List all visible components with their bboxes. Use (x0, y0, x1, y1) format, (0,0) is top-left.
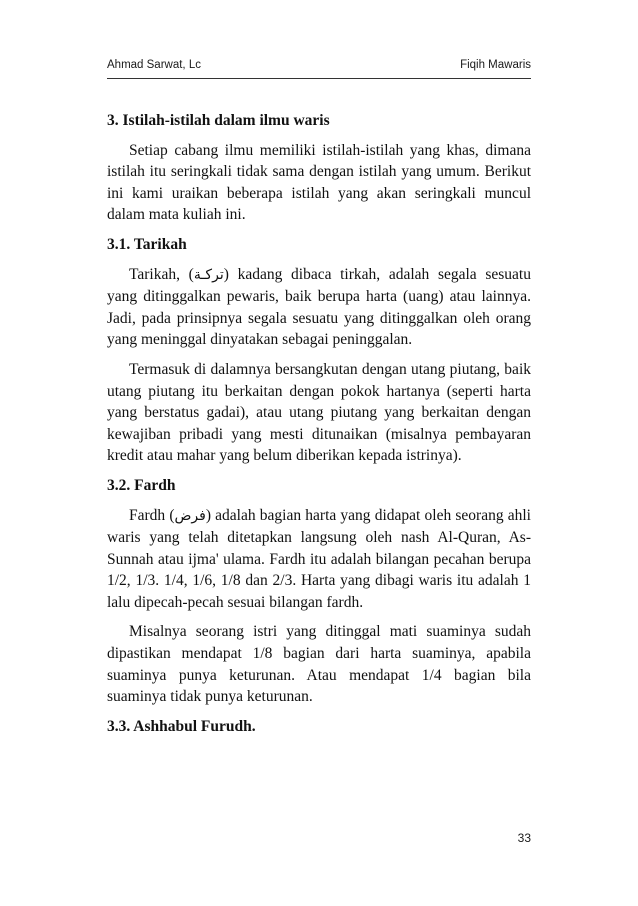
intro-paragraph: Setiap cabang ilmu memiliki istilah-istilah yang khas, dimana istilah itu seringkali tidak sama dengan istilah yang umum. Berikut ini kami uraikan beberapa istilah yang akan seringkali muncul dalam mata kuliah ini. (107, 141, 531, 224)
section-heading: 3. Istilah-istilah dalam ilmu waris (107, 112, 330, 129)
fardh-paragraph-1 (107, 505, 531, 614)
fardh-heading: 3.2. Fardh (107, 476, 176, 494)
fardh-lead: Fardh ( (129, 506, 175, 524)
page-number: 33 (517, 831, 531, 845)
header-rule (107, 78, 531, 79)
fardh-paragraph-2: Misalnya seorang istri yang ditinggal mati suaminya sudah dipastikan mendapat 1/8 bagian dari harta suaminya, apabila suaminya punya keturunan. Atau mendapat 1/4 bagian bila suaminya tidak punya keturunan. (107, 623, 531, 706)
ashhabul-furudh-heading: 3.3. Ashhabul Furudh. (107, 717, 256, 735)
tarikah-heading: 3.1. Tarikah (107, 235, 187, 253)
tarikah-arabic-term: تركـة (193, 266, 224, 283)
header-book-title: Fiqih Mawaris (460, 59, 531, 71)
tarikah-lead: Tarikah, ( (129, 265, 194, 283)
tarikah-paragraph-1 (107, 264, 531, 351)
header-author: Ahmad Sarwat, Lc (107, 59, 201, 71)
tarikah-definition: ) kadang dibaca tirkah, adalah segala sesuatu yang ditinggalkan pewaris, baik berupa harta (uang) atau lainnya. Jadi, pada prinsipnya segala sesuatu yang ditinggalkan oleh orang yang meninggal dinyatakan sebagai peninggalan. (107, 265, 531, 349)
fardh-definition: ) adalah bagian harta yang didapat oleh seorang ahli waris yang telah ditetapkan langsung oleh nash Al-Quran, As-Sunnah atau ijma' ulama. Fardh itu adalah bilangan pecahan berupa 1/2, 1/3. 1/4, 1/6, 1/8 dan 2/3. Harta yang dibagi waris itu adalah 1 lalu dipecah-pecah sesuai bilangan fardh. (107, 506, 531, 611)
page-body (107, 110, 531, 745)
tarikah-paragraph-2: Termasuk di dalamnya bersangkutan dengan utang piutang, baik utang piutang itu berkaitan dengan pokok hartanya (seperti harta yang berstatus gadai), atau utang piutang yang berkaitan dengan kewajiban pribadi yang mesti ditunaikan (misalnya pembayaran kredit atau mahar yang belum diberikan kepada istrinya). (107, 360, 531, 465)
fardh-arabic-term: فرض (174, 507, 206, 524)
